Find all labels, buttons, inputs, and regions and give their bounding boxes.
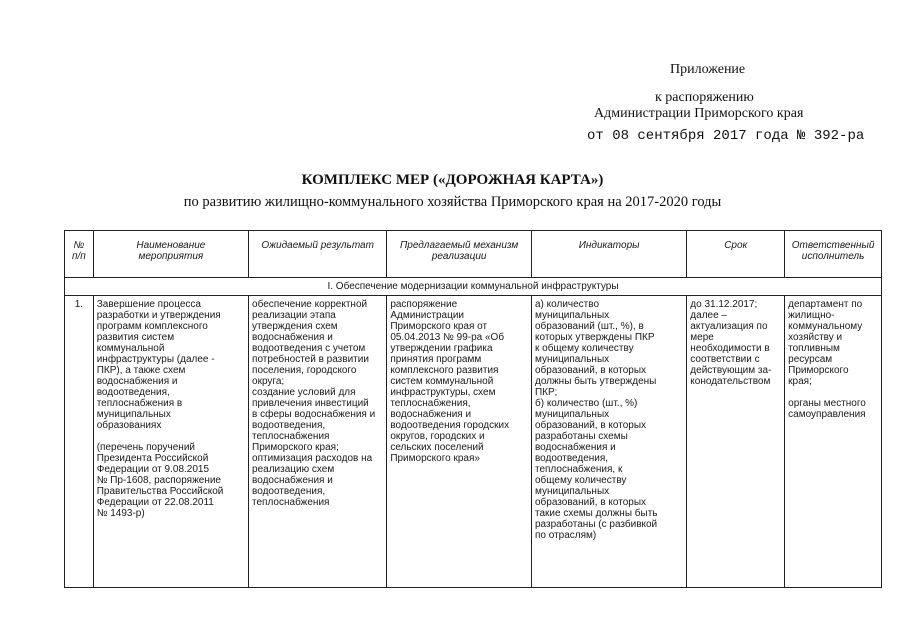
column-header-name: Наименование мероприятия	[93, 231, 248, 278]
cell-name: Завершение процесса разработки и утверждения программ комплексного развития систем коммунальной инфраструктуры (далее - ПКР), а также схем водоснабжения и водоотведения, теплоснабжения в муниципальных образованиях (перечень поручений Президента Российской Федерации от 9.08.2015 № Пр-1608, распоряжение Правительства Российской Федерации от 22.08.2011 № 1493-р)	[93, 296, 248, 588]
appendix-authority: Администрации Приморского края	[594, 106, 804, 121]
cell-term: до 31.12.2017; далее – актуализация по мере необходимости в соответствии с действующим за- конодательством	[687, 296, 785, 588]
table-header-row	[65, 231, 882, 278]
table-row	[65, 296, 882, 588]
column-header-number: № п/п	[65, 231, 94, 278]
roadmap-table	[64, 230, 882, 588]
appendix-date-number: от 08 сентября 2017 года № 392-ра	[587, 128, 865, 144]
document-subtitle: по развитию жилищно-коммунального хозяйства Приморского края на 2017-2020 годы	[183, 194, 722, 210]
column-header-mechanism: Предлагаемый механизм реализации	[387, 231, 532, 278]
appendix-label: Приложение	[670, 62, 746, 77]
cell-number: 1.	[65, 296, 94, 588]
section-title: I. Обеспечение модернизации коммунальной инфраструктуры	[65, 278, 882, 296]
document-title: КОМПЛЕКС МЕР («ДОРОЖНАЯ КАРТА»)	[301, 172, 604, 188]
cell-result: обеспечение корректной реализации этапа утверждения схем водоснабжения и водоотведения с учетом потребностей в развитии поселения, городского округа; создание условий для привлечения инвестиций в сферы водоснабжения и водоотведения, теплоснабжения Приморского края; оптимизация расходов на реализацию схем водоснабжения и водоотведения, теплоснабжения	[249, 296, 387, 588]
section-row	[65, 278, 882, 296]
cell-indicators: а) количество муниципальных образований (шт., %), в которых утверждены ПКР к общему количеству муниципальных образований, в которых должны быть утверждены ПКР; б) количество (шт., %) муниципальных образований, в которых разработаны схемы водоснабжения и водоотведения, теплоснабжения, к общему количеству муниципальных образований, в которых такие схемы должны быть разработаны (с разбивкой по отраслям)	[531, 296, 686, 588]
appendix-order-label: к распоряжению	[655, 90, 754, 105]
column-header-indicators: Индикаторы	[531, 231, 686, 278]
column-header-executor: Ответственный исполнитель	[785, 231, 882, 278]
column-header-term: Срок	[687, 231, 785, 278]
cell-executor: департамент по жилищно- коммунальному хозяйству и топливным ресурсам Приморского края; органы местного самоуправления	[785, 296, 882, 588]
column-header-result: Ожидаемый результат	[249, 231, 387, 278]
cell-mechanism: распоряжение Администрации Приморского края от 05.04.2013 № 99-ра «Об утверждении графика принятия программ комплексного развития систем коммунальной инфраструктуры, схем теплоснабжения, водоснабжения и водоотведения городских округов, городских и сельских поселений Приморского края»	[387, 296, 532, 588]
